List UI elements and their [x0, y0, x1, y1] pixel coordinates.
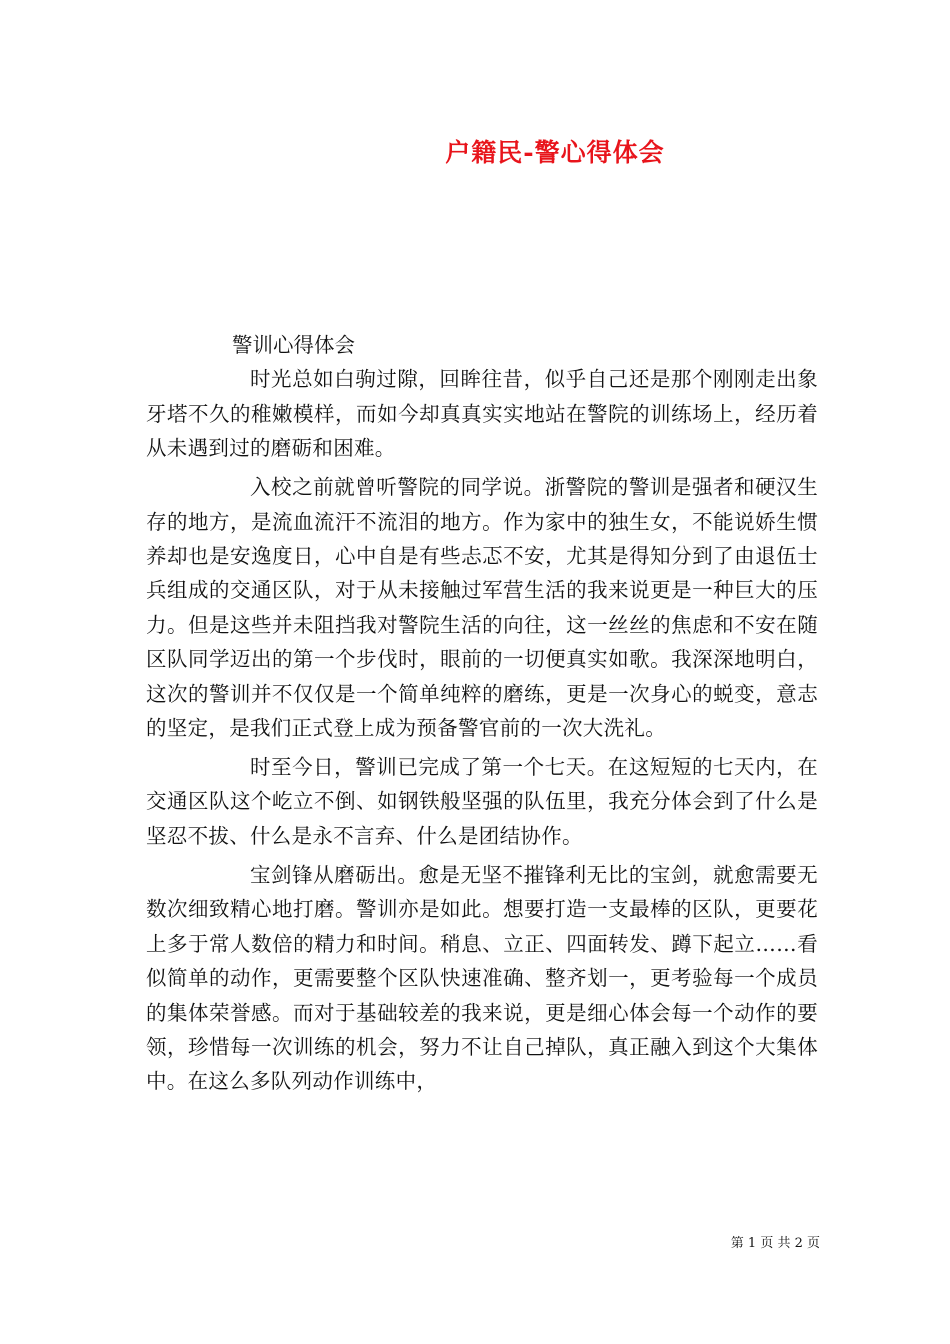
paragraph-3: 时至今日，警训已完成了第一个七天。在这短短的七天内，在交通区队这个屹立不倒、如钢铁般坚强的队伍里，我充分体会到了什么是坚忍不拔、什么是永不言弃、什么是团结协作。 — [146, 755, 818, 848]
page-footer: 第 1 页 共 2 页 — [730, 1236, 820, 1251]
document-body — [146, 328, 818, 1103]
document-title: 户籍民-警心得体会 — [445, 138, 665, 167]
document-subtitle: 警训心得体会 — [232, 333, 355, 357]
paragraph-2: 入校之前就曾听警院的同学说。浙警院的警训是强者和硬汉生存的地方，是流血流汗不流泪的地方。作为家中的独生女，不能说娇生惯养却也是安逸度日，心中自是有些忐忑不安，尤其是得知分到了由退伍士兵组成的交通区队，对于从未接触过军营生活的我来说更是一种巨大的压力。但是这些并未阻挡我对警院生活的向往，这一丝丝的焦虑和不安在随区队同学迈出的第一个步伐时，眼前的一切便真实如歌。我深深地明白，这次的警训并不仅仅是一个简单纯粹的磨练，更是一次身心的蜕变，意志的坚定，是我们正式登上成为预备警官前的一次大洗礼。 — [146, 475, 818, 741]
paragraph-1: 时光总如白驹过隙，回眸往昔，似乎自己还是那个刚刚走出象牙塔不久的稚嫩模样，而如今却真真实实地站在警院的训练场上，经历着从未遇到过的磨砺和困难。 — [146, 367, 818, 461]
paragraph-4: 宝剑锋从磨砺出。愈是无坚不摧锋利无比的宝剑，就愈需要无数次细致精心地打磨。警训亦是如此。想要打造一支最棒的区队，更要花上多于常人数倍的精力和时间。稍息、立正、四面转发、蹲下起立……看似简单的动作，更需要整个区队快速准确、整齐划一，更考验每一个成员的集体荣誉感。而对于基础较差的我来说，更是细心体会每一个动作的要领，珍惜每一次训练的机会，努力不让自己掉队，真正融入到这个大集体中。在这么多队列动作训练中， — [146, 862, 818, 1094]
